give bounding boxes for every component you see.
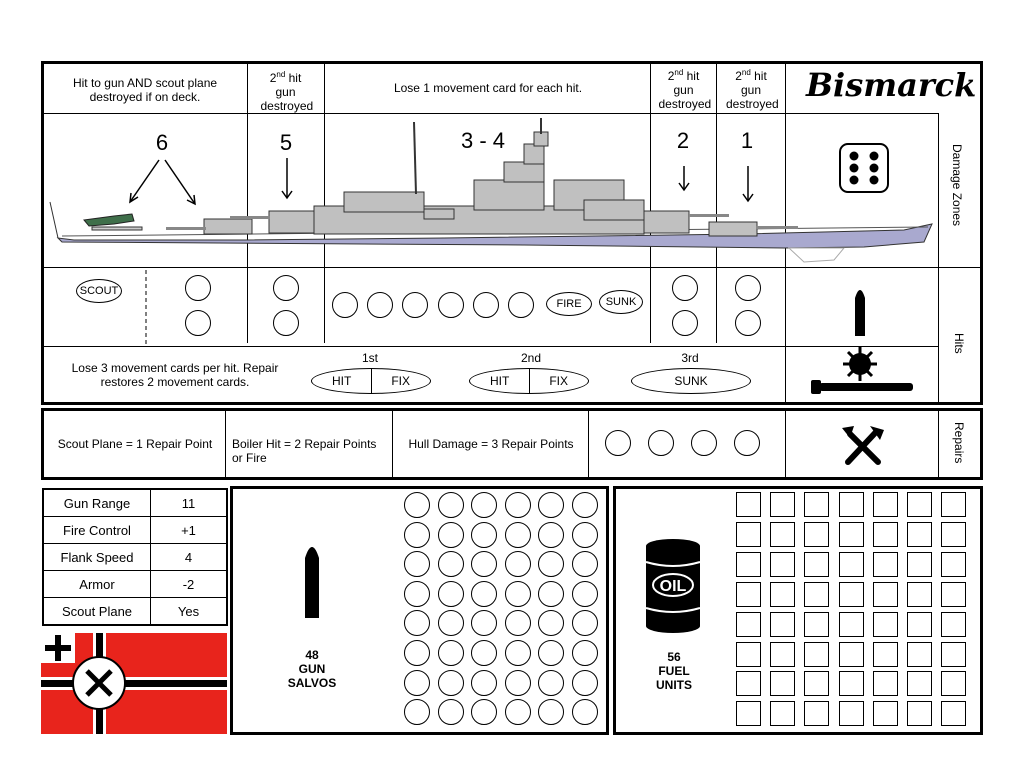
- salvo-circle[interactable]: [438, 551, 464, 577]
- fuel-box-cell[interactable]: [770, 612, 795, 637]
- fuel-box-cell[interactable]: [873, 701, 898, 726]
- fuel-box-cell[interactable]: [907, 671, 932, 696]
- salvo-circle[interactable]: [572, 581, 598, 607]
- fuel-box-cell[interactable]: [907, 612, 932, 637]
- fuel-box-cell[interactable]: [839, 612, 864, 637]
- hit-circle[interactable]: [273, 275, 299, 301]
- fuel-box-cell[interactable]: [736, 522, 761, 547]
- fuel-box-cell[interactable]: [736, 671, 761, 696]
- fuel-line1: FUEL: [658, 664, 690, 678]
- ship-profile: [44, 114, 938, 267]
- salvo-circle[interactable]: [572, 640, 598, 666]
- stat-row: [43, 598, 227, 626]
- fuel-line2: UNITS: [656, 678, 692, 692]
- zone-2-number: 2: [676, 128, 690, 153]
- fuel-box-cell[interactable]: [907, 701, 932, 726]
- salvo-circle[interactable]: [505, 640, 531, 666]
- salvo-circle[interactable]: [438, 522, 464, 548]
- fuel-box-cell[interactable]: [839, 492, 864, 517]
- ship-name: Bismarck: [806, 66, 977, 104]
- hit-circle[interactable]: [672, 275, 698, 301]
- hit-word: hit: [686, 69, 700, 83]
- stat-label: Armor: [43, 571, 151, 598]
- hit-text: HIT: [331, 374, 352, 388]
- salvo-circle[interactable]: [572, 492, 598, 518]
- stats-table: [42, 488, 228, 626]
- ordinal-sup: nd: [741, 68, 751, 77]
- salvo-circle[interactable]: [471, 492, 497, 518]
- sunk-hit-box[interactable]: SUNK: [599, 290, 643, 314]
- fuel-box-cell[interactable]: [804, 642, 829, 667]
- salvo-circle[interactable]: [505, 670, 531, 696]
- salvos-count: 48: [305, 648, 319, 662]
- ordinal-sup: nd: [276, 70, 286, 79]
- fuel-box-cell[interactable]: [873, 492, 898, 517]
- first-label: 1st: [361, 351, 378, 365]
- salvo-circle[interactable]: [471, 522, 497, 548]
- fuel-box-cell[interactable]: [736, 552, 761, 577]
- fuel-box-cell[interactable]: [873, 552, 898, 577]
- salvo-circle[interactable]: [538, 522, 564, 548]
- stat-value: 11: [151, 489, 228, 517]
- repairs-label: Repairs: [952, 422, 966, 464]
- ordinal: 2: [269, 71, 277, 85]
- salvo-circle[interactable]: [404, 522, 430, 548]
- repair-hull-rule: Hull Damage = 3 Repair Points: [408, 437, 574, 451]
- hit-circle[interactable]: [273, 310, 299, 336]
- hit-circle[interactable]: [185, 310, 211, 336]
- stat-value: 4: [151, 544, 228, 571]
- hull-hit-2[interactable]: [469, 368, 589, 394]
- fix-text: FIX: [391, 374, 410, 388]
- fuel-box-cell[interactable]: [736, 701, 761, 726]
- fuel-box-cell[interactable]: [839, 522, 864, 547]
- repair-circle[interactable]: [691, 430, 717, 456]
- divider: [392, 410, 393, 478]
- fuel-box-cell[interactable]: [804, 582, 829, 607]
- hull-hit-1[interactable]: [311, 368, 431, 394]
- salvo-circle[interactable]: [471, 581, 497, 607]
- salvo-circle[interactable]: [572, 699, 598, 725]
- zone6-header: Hit to gun AND scout plane destroyed if on deck.: [72, 76, 218, 104]
- gun-destroyed: gun destroyed: [260, 85, 314, 113]
- repair-circle[interactable]: [734, 430, 760, 456]
- zone-6-number: 6: [155, 130, 169, 155]
- salvo-circle[interactable]: [404, 640, 430, 666]
- repair-scout-rule: Scout Plane = 1 Repair Point: [57, 437, 213, 451]
- salvo-circle[interactable]: [438, 640, 464, 666]
- zone-5-number: 5: [279, 130, 293, 155]
- fuel-box-cell[interactable]: [804, 492, 829, 517]
- salvo-circle[interactable]: [505, 581, 531, 607]
- oil-barrel-icon: [644, 538, 702, 634]
- barrel-label: OIL: [659, 578, 687, 595]
- torpedo-icon: [809, 378, 915, 396]
- fuel-box-cell[interactable]: [804, 701, 829, 726]
- fuel-box-cell[interactable]: [736, 582, 761, 607]
- fuel-box-cell[interactable]: [804, 612, 829, 637]
- fuel-box-cell[interactable]: [873, 522, 898, 547]
- hit-circle[interactable]: [473, 292, 499, 318]
- fuel-box-cell[interactable]: [907, 492, 932, 517]
- stat-row: [43, 517, 227, 544]
- salvos-line2: SALVOS: [287, 676, 337, 690]
- die-six-icon: [839, 143, 889, 193]
- salvo-circle[interactable]: [404, 581, 430, 607]
- salvos-line1: GUN: [298, 662, 326, 676]
- fuel-box-cell[interactable]: [804, 522, 829, 547]
- stat-label: Scout Plane: [43, 598, 151, 626]
- divider: [588, 410, 589, 478]
- hull-damage-rule: Lose 3 movement cards per hit. Repair restores 2 movement cards.: [71, 361, 279, 389]
- mine-icon: [840, 344, 880, 382]
- zone34-header: Lose 1 movement card for each hit.: [393, 81, 583, 95]
- dashed-divider: [144, 270, 148, 344]
- hits-label: Hits: [952, 333, 966, 354]
- fuel-box-cell[interactable]: [770, 642, 795, 667]
- stat-row: [43, 544, 227, 571]
- fuel-box-cell[interactable]: [941, 701, 966, 726]
- divider: [938, 410, 939, 478]
- fuel-box-cell[interactable]: [873, 642, 898, 667]
- fix-text: FIX: [549, 374, 568, 388]
- hit-circle[interactable]: [508, 292, 534, 318]
- hit-circle[interactable]: [185, 275, 211, 301]
- fuel-box-cell[interactable]: [941, 642, 966, 667]
- hit-circle[interactable]: [367, 292, 393, 318]
- fuel-box-cell[interactable]: [941, 552, 966, 577]
- hit-circle[interactable]: [672, 310, 698, 336]
- stat-value: +1: [151, 517, 228, 544]
- damage-zones-label: Damage Zones: [950, 144, 964, 227]
- salvo-circle[interactable]: [404, 670, 430, 696]
- hit-text: HIT: [489, 374, 510, 388]
- fire-hit-box[interactable]: FIRE: [546, 292, 592, 316]
- hit-circle[interactable]: [402, 292, 428, 318]
- salvo-circle[interactable]: [438, 699, 464, 725]
- scout-hit-box[interactable]: SCOUT: [76, 279, 122, 303]
- fuel-box-cell[interactable]: [736, 612, 761, 637]
- hit-circle[interactable]: [735, 310, 761, 336]
- salvo-circle[interactable]: [572, 670, 598, 696]
- fuel-box-cell[interactable]: [941, 671, 966, 696]
- salvo-circle[interactable]: [438, 492, 464, 518]
- salvo-circle[interactable]: [572, 522, 598, 548]
- fuel-box-cell[interactable]: [839, 642, 864, 667]
- salvo-circle[interactable]: [505, 522, 531, 548]
- fuel-box-cell[interactable]: [736, 642, 761, 667]
- shell-icon: [302, 536, 322, 620]
- stat-label: Gun Range: [43, 489, 151, 517]
- divider: [529, 369, 530, 393]
- fuel-box-cell[interactable]: [941, 582, 966, 607]
- repair-circle[interactable]: [648, 430, 674, 456]
- stat-value: -2: [151, 571, 228, 598]
- stat-label: Fire Control: [43, 517, 151, 544]
- zone-34-number: 3 - 4: [460, 128, 506, 153]
- fuel-box-cell[interactable]: [839, 701, 864, 726]
- hit-word: hit: [754, 69, 767, 83]
- fuel-box-cell[interactable]: [770, 492, 795, 517]
- stat-row: [43, 489, 227, 517]
- salvo-circle[interactable]: [438, 670, 464, 696]
- fuel-box-cell[interactable]: [770, 701, 795, 726]
- fuel-box-cell[interactable]: [770, 671, 795, 696]
- gun-destroyed: gun destroyed: [658, 83, 712, 111]
- fuel-box-cell[interactable]: [941, 492, 966, 517]
- fuel-box-cell[interactable]: [941, 522, 966, 547]
- fuel-box-cell[interactable]: [839, 552, 864, 577]
- fuel-box-cell[interactable]: [873, 582, 898, 607]
- fuel-box-cell[interactable]: [941, 612, 966, 637]
- fuel-box-cell[interactable]: [804, 552, 829, 577]
- repair-circle[interactable]: [605, 430, 631, 456]
- divider: [371, 369, 372, 393]
- salvo-circle[interactable]: [505, 492, 531, 518]
- fuel-box-cell[interactable]: [770, 522, 795, 547]
- hit-circle[interactable]: [332, 292, 358, 318]
- salvo-circle[interactable]: [438, 610, 464, 636]
- salvo-circle[interactable]: [572, 551, 598, 577]
- fuel-box-cell[interactable]: [907, 642, 932, 667]
- hit-word: hit: [288, 71, 302, 85]
- divider: [785, 410, 786, 478]
- fuel-box-cell[interactable]: [873, 612, 898, 637]
- salvo-circle[interactable]: [505, 699, 531, 725]
- hit-circle[interactable]: [735, 275, 761, 301]
- ordinal: 2: [735, 69, 742, 83]
- stat-row: [43, 571, 227, 598]
- salvo-circle[interactable]: [404, 492, 430, 518]
- divider: [225, 410, 226, 478]
- fuel-box-cell[interactable]: [839, 671, 864, 696]
- fuel-box-cell[interactable]: [907, 582, 932, 607]
- zone-1-number: 1: [740, 128, 754, 153]
- second-label: 2nd: [520, 351, 542, 365]
- fuel-box-cell[interactable]: [873, 671, 898, 696]
- shell-icon: [852, 282, 868, 338]
- salvo-circle[interactable]: [538, 581, 564, 607]
- fuel-box-cell[interactable]: [804, 671, 829, 696]
- fuel-box-cell[interactable]: [770, 582, 795, 607]
- fuel-box-cell[interactable]: [907, 522, 932, 547]
- war-ensign-flag: [41, 633, 227, 734]
- fuel-box-cell[interactable]: [907, 552, 932, 577]
- third-label: 3rd: [681, 351, 699, 365]
- gun-destroyed: gun destroyed: [726, 83, 779, 111]
- repair-boiler-rule: Boiler Hit = 2 Repair Points or Fire: [232, 437, 377, 465]
- salvo-circle[interactable]: [471, 640, 497, 666]
- fuel-box-cell[interactable]: [736, 492, 761, 517]
- fuel-box-cell[interactable]: [839, 582, 864, 607]
- ordinal: 2: [667, 69, 675, 83]
- ordinal-sup: nd: [674, 68, 684, 77]
- salvo-circle[interactable]: [404, 551, 430, 577]
- stat-label: Flank Speed: [43, 544, 151, 571]
- divider: [43, 346, 938, 347]
- stat-value: Yes: [151, 598, 228, 626]
- salvo-circle[interactable]: [471, 670, 497, 696]
- fuel-box-cell[interactable]: [770, 552, 795, 577]
- hit-circle[interactable]: [438, 292, 464, 318]
- hull-hit-3[interactable]: SUNK: [631, 368, 751, 394]
- fuel-count: 56: [667, 650, 681, 664]
- salvo-circle[interactable]: [505, 610, 531, 636]
- repair-tools-icon: [840, 424, 886, 468]
- salvo-circle[interactable]: [404, 699, 430, 725]
- salvo-circle[interactable]: [438, 581, 464, 607]
- salvo-circle[interactable]: [538, 670, 564, 696]
- salvo-circle[interactable]: [505, 551, 531, 577]
